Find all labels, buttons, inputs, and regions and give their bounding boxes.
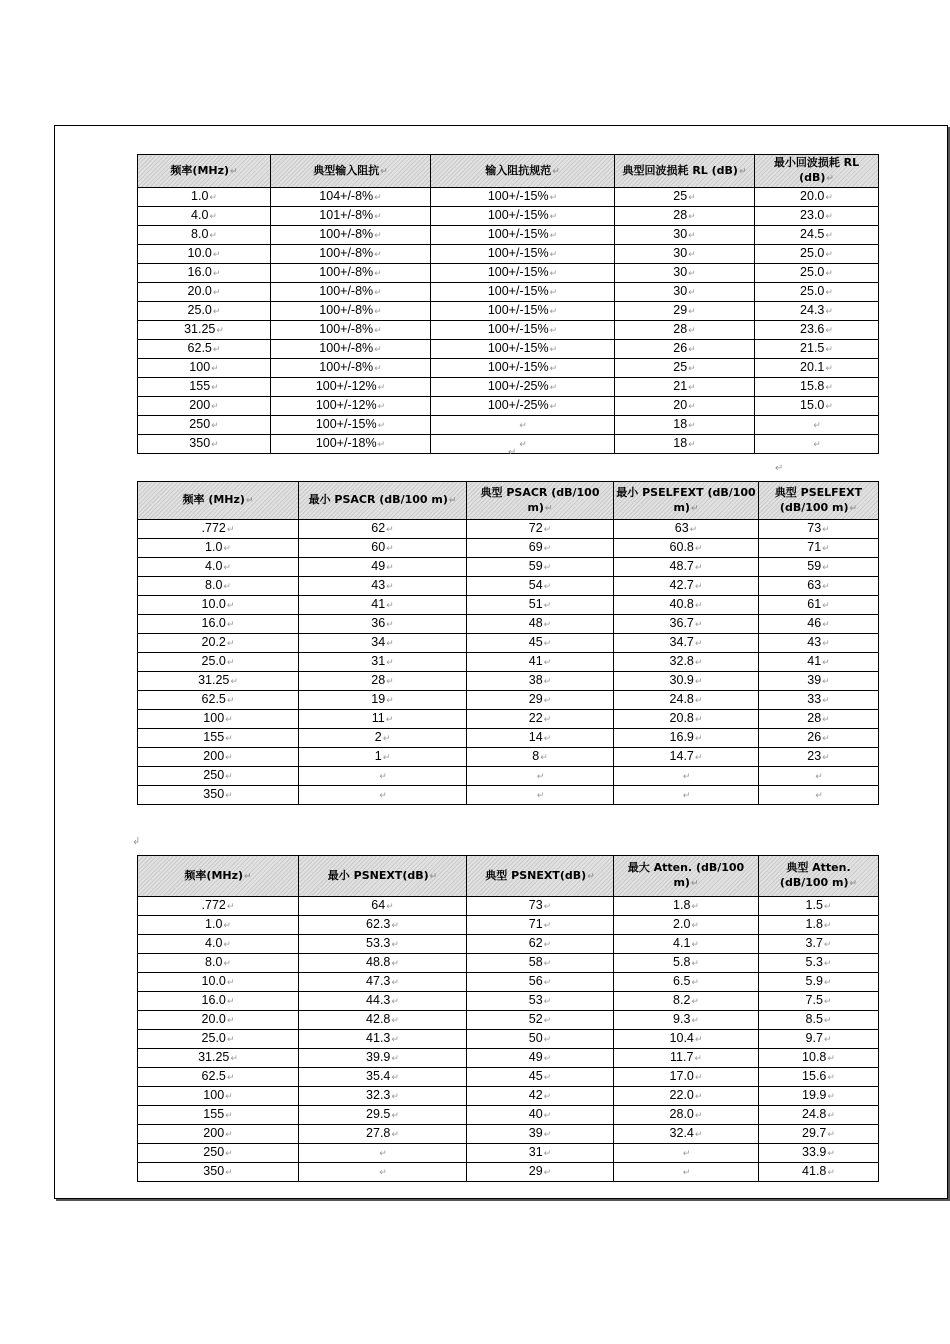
table-cell: 62.5↵ [138, 691, 299, 710]
table-cell: 11↵ [299, 710, 467, 729]
table-cell: 100+/-15%↵ [431, 188, 615, 207]
table-cell: 40.8↵ [614, 596, 759, 615]
table-cell: 41↵ [759, 653, 879, 672]
table-cell: 4.0↵ [138, 207, 271, 226]
table-cell: 28↵ [615, 321, 755, 340]
table-cell: 8.0↵ [138, 577, 299, 596]
table-cell: 42↵ [467, 1087, 614, 1106]
table-cell: 20.1↵ [755, 359, 879, 378]
table-cell: 20.0↵ [138, 1011, 299, 1030]
table-cell: 250↵ [138, 416, 271, 435]
table-cell: 53↵ [467, 992, 614, 1011]
table-cell: 35.4↵ [299, 1068, 467, 1087]
table-row [138, 897, 879, 916]
table-cell: 8.5↵ [759, 1011, 879, 1030]
table-cell: 25.0↵ [138, 302, 271, 321]
table-row [138, 359, 879, 378]
table-cell: 10.8↵ [759, 1049, 879, 1068]
table-cell: 30↵ [615, 226, 755, 245]
table-cell: 11.7↵ [614, 1049, 759, 1068]
table-row [138, 321, 879, 340]
column-header: 典型 PSACR (dB/100 m)↵ [467, 482, 614, 520]
table-cell: 60↵ [299, 539, 467, 558]
column-header: 典型输入阻抗↵ [271, 155, 431, 188]
header-row [138, 856, 879, 897]
table-cell: 20↵ [615, 397, 755, 416]
table-cell: 100+/-15%↵ [271, 416, 431, 435]
table-cell: 200↵ [138, 1125, 299, 1144]
table-cell: 31.25↵ [138, 1049, 299, 1068]
table-cell: 25.0↵ [755, 245, 879, 264]
table-cell: 69↵ [467, 539, 614, 558]
table-cell: 71↵ [759, 539, 879, 558]
table-cell: 15.0↵ [755, 397, 879, 416]
table-cell: 30↵ [615, 245, 755, 264]
table-cell: 2.0↵ [614, 916, 759, 935]
table-cell: 8.0↵ [138, 226, 271, 245]
table-cell: 59↵ [467, 558, 614, 577]
table-cell: 72↵ [467, 520, 614, 539]
column-header: 频率 (MHz)↵ [138, 482, 299, 520]
table-row [138, 302, 879, 321]
table-cell: 350↵ [138, 435, 271, 454]
table-cell: 73↵ [467, 897, 614, 916]
table-cell: 100↵ [138, 359, 271, 378]
table-cell: 42.8↵ [299, 1011, 467, 1030]
table-row [138, 1163, 879, 1182]
column-header: 典型 PSNEXT(dB)↵ [467, 856, 614, 897]
table-row [138, 935, 879, 954]
table-cell: ↵ [614, 786, 759, 805]
table-row [138, 916, 879, 935]
table-cell: 7.5↵ [759, 992, 879, 1011]
table-cell: 21↵ [615, 378, 755, 397]
table-cell: 36.7↵ [614, 615, 759, 634]
table-cell: ↵ [755, 435, 879, 454]
table-row [138, 207, 879, 226]
table-cell: 48↵ [467, 615, 614, 634]
table-cell: 18↵ [615, 435, 755, 454]
column-header: 典型 PSELFEXT (dB/100 m)↵ [759, 482, 879, 520]
table-cell: 64↵ [299, 897, 467, 916]
table-cell: 14↵ [467, 729, 614, 748]
table-cell: 155↵ [138, 378, 271, 397]
table-cell: 15.8↵ [755, 378, 879, 397]
table-cell: 17.0↵ [614, 1068, 759, 1087]
table-cell: 58↵ [467, 954, 614, 973]
table-cell: 1↵ [299, 748, 467, 767]
table-row [138, 596, 879, 615]
table-cell: 54↵ [467, 577, 614, 596]
table-row [138, 226, 879, 245]
table-cell: ↵ [467, 767, 614, 786]
table-cell: 32.3↵ [299, 1087, 467, 1106]
table-cell: 32.8↵ [614, 653, 759, 672]
table-cell: 100+/-15%↵ [431, 264, 615, 283]
table-cell: 16.9↵ [614, 729, 759, 748]
table-row [138, 653, 879, 672]
table-cell: 2↵ [299, 729, 467, 748]
table-cell: 100+/-8%↵ [271, 302, 431, 321]
table-cell: 29.5↵ [299, 1106, 467, 1125]
table-cell: 29.7↵ [759, 1125, 879, 1144]
table-cell: 30↵ [615, 283, 755, 302]
table-cell: 100+/-15%↵ [431, 321, 615, 340]
table-cell: 100+/-12%↵ [271, 397, 431, 416]
table-cell: 28↵ [615, 207, 755, 226]
table-cell: 23.6↵ [755, 321, 879, 340]
table-cell: 100+/-8%↵ [271, 226, 431, 245]
paragraph-mark: ↵ [508, 447, 517, 458]
table-cell: 59↵ [759, 558, 879, 577]
table-row [138, 1144, 879, 1163]
table-cell: 16.0↵ [138, 615, 299, 634]
table-cell: 1.8↵ [614, 897, 759, 916]
table-cell: 29↵ [615, 302, 755, 321]
impedance-return-loss-table [137, 154, 879, 454]
table-cell: 48.7↵ [614, 558, 759, 577]
table-cell: 24.8↵ [614, 691, 759, 710]
table-cell: 100+/-25%↵ [431, 378, 615, 397]
table-cell: 18↵ [615, 416, 755, 435]
table-cell: 51↵ [467, 596, 614, 615]
table-cell: 22↵ [467, 710, 614, 729]
table-cell: 47.3↵ [299, 973, 467, 992]
table-row [138, 1049, 879, 1068]
table-cell: 100+/-8%↵ [271, 359, 431, 378]
table-cell: 50↵ [467, 1030, 614, 1049]
section-mark: ↲ [132, 836, 141, 847]
table-cell: 101+/-8%↵ [271, 207, 431, 226]
table-cell: 350↵ [138, 1163, 299, 1182]
table-row [138, 748, 879, 767]
table-cell: 31.25↵ [138, 321, 271, 340]
table-cell: 8↵ [467, 748, 614, 767]
column-header: 最小回波损耗 RL (dB)↵ [755, 155, 879, 188]
table-cell: 250↵ [138, 767, 299, 786]
table-cell: 16.0↵ [138, 264, 271, 283]
table-cell: 9.3↵ [614, 1011, 759, 1030]
table-cell: 49↵ [299, 558, 467, 577]
table-cell: 250↵ [138, 1144, 299, 1163]
table-cell: 10.0↵ [138, 973, 299, 992]
table-row [138, 992, 879, 1011]
table-cell: 24.5↵ [755, 226, 879, 245]
table-cell: 9.7↵ [759, 1030, 879, 1049]
table-cell: 25.0↵ [755, 283, 879, 302]
table-row [138, 397, 879, 416]
table-row [138, 729, 879, 748]
table-cell: 71↵ [467, 916, 614, 935]
table-cell: 62.5↵ [138, 340, 271, 359]
table-cell: 14.7↵ [614, 748, 759, 767]
table-cell: ↵ [431, 435, 615, 454]
table-row [138, 577, 879, 596]
table-cell: 25.0↵ [138, 1030, 299, 1049]
table-cell: 30.9↵ [614, 672, 759, 691]
table-cell: 24.3↵ [755, 302, 879, 321]
table-cell: 100+/-15%↵ [431, 359, 615, 378]
table-row [138, 416, 879, 435]
table-cell: 56↵ [467, 973, 614, 992]
table-row [138, 767, 879, 786]
table-row [138, 1125, 879, 1144]
table-row [138, 188, 879, 207]
table-cell: 5.8↵ [614, 954, 759, 973]
table-row [138, 520, 879, 539]
table-cell: .772↵ [138, 897, 299, 916]
column-header: 最小 PSELFEXT (dB/100 m)↵ [614, 482, 759, 520]
table-cell: 100+/-15%↵ [431, 302, 615, 321]
table-cell: 73↵ [759, 520, 879, 539]
table-cell: 61↵ [759, 596, 879, 615]
table-cell: 20.8↵ [614, 710, 759, 729]
table-row [138, 634, 879, 653]
column-header: 最小 PSACR (dB/100 m)↵ [299, 482, 467, 520]
table-cell: 41.8↵ [759, 1163, 879, 1182]
table-cell: 100↵ [138, 1087, 299, 1106]
table-cell: ↵ [467, 786, 614, 805]
table-cell: 28↵ [759, 710, 879, 729]
table-cell: 100+/-15%↵ [431, 283, 615, 302]
table-cell: 52↵ [467, 1011, 614, 1030]
table-cell: 200↵ [138, 397, 271, 416]
table-cell: .772↵ [138, 520, 299, 539]
paragraph-mark: ↵ [775, 463, 784, 474]
table-row [138, 1106, 879, 1125]
table-cell: 24.8↵ [759, 1106, 879, 1125]
psnext-attenuation-table [137, 855, 879, 1182]
table-cell: 43↵ [759, 634, 879, 653]
table-cell: 60.8↵ [614, 539, 759, 558]
table-cell: ↵ [755, 416, 879, 435]
table-cell: 15.6↵ [759, 1068, 879, 1087]
table-cell: ↵ [614, 767, 759, 786]
header-row [138, 482, 879, 520]
table-cell: 1.8↵ [759, 916, 879, 935]
table-cell: 100+/-8%↵ [271, 321, 431, 340]
table-cell: 1.0↵ [138, 539, 299, 558]
table-cell: 26↵ [759, 729, 879, 748]
table-row [138, 1011, 879, 1030]
table-cell: 43↵ [299, 577, 467, 596]
table-row [138, 283, 879, 302]
table-cell: 19↵ [299, 691, 467, 710]
table-row [138, 378, 879, 397]
table-row [138, 710, 879, 729]
table-cell: 4.1↵ [614, 935, 759, 954]
table-cell: 100+/-15%↵ [431, 207, 615, 226]
table-cell: 39.9↵ [299, 1049, 467, 1068]
table-cell: 63↵ [759, 577, 879, 596]
column-header: 最大 Atten. (dB/100 m)↵ [614, 856, 759, 897]
table-cell: 33.9↵ [759, 1144, 879, 1163]
table-cell: 100+/-8%↵ [271, 264, 431, 283]
table-cell: 41.3↵ [299, 1030, 467, 1049]
table-cell: 23.0↵ [755, 207, 879, 226]
table-cell: 1.0↵ [138, 916, 299, 935]
table-cell: 30↵ [615, 264, 755, 283]
table-cell: 100+/-15%↵ [431, 340, 615, 359]
table-cell: ↵ [614, 1144, 759, 1163]
table-cell: 28.0↵ [614, 1106, 759, 1125]
table-cell: 100+/-25%↵ [431, 397, 615, 416]
table-row [138, 672, 879, 691]
column-header: 输入阻抗规范↵ [431, 155, 615, 188]
table-cell: 29↵ [467, 1163, 614, 1182]
table-cell: 104+/-8%↵ [271, 188, 431, 207]
table-cell: 155↵ [138, 1106, 299, 1125]
table-cell: 36↵ [299, 615, 467, 634]
table-row [138, 340, 879, 359]
table-cell: 10.0↵ [138, 596, 299, 615]
table-cell: 155↵ [138, 729, 299, 748]
table-cell: 62.3↵ [299, 916, 467, 935]
table-cell: 100+/-15%↵ [431, 245, 615, 264]
table-cell: 25↵ [615, 188, 755, 207]
table-row [138, 691, 879, 710]
table-row [138, 1030, 879, 1049]
table-cell: 41↵ [299, 596, 467, 615]
table-cell: 3.7↵ [759, 935, 879, 954]
table-cell: 4.0↵ [138, 558, 299, 577]
table-cell: 23↵ [759, 748, 879, 767]
column-header: 典型 Atten. (dB/100 m)↵ [759, 856, 879, 897]
column-header: 频率(MHz)↵ [138, 155, 271, 188]
table-cell: ↵ [759, 767, 879, 786]
table-cell: 39↵ [759, 672, 879, 691]
table-cell: 39↵ [467, 1125, 614, 1144]
table-cell: 46↵ [759, 615, 879, 634]
table-cell: 8.0↵ [138, 954, 299, 973]
table-cell: 100+/-8%↵ [271, 340, 431, 359]
table-cell: 1.0↵ [138, 188, 271, 207]
table-cell: 10.0↵ [138, 245, 271, 264]
column-header: 最小 PSNEXT(dB)↵ [299, 856, 467, 897]
table-cell: 1.5↵ [759, 897, 879, 916]
table-cell: 34.7↵ [614, 634, 759, 653]
table-row [138, 558, 879, 577]
table-row [138, 1087, 879, 1106]
table-cell: 10.4↵ [614, 1030, 759, 1049]
table-cell: 19.9↵ [759, 1087, 879, 1106]
table-cell: 200↵ [138, 748, 299, 767]
table-cell: 20.0↵ [138, 283, 271, 302]
table-cell: 25↵ [615, 359, 755, 378]
table-cell: 34↵ [299, 634, 467, 653]
table-cell: 6.5↵ [614, 973, 759, 992]
table-cell: 25.0↵ [138, 653, 299, 672]
table-cell: 45↵ [467, 1068, 614, 1087]
table-cell: 29↵ [467, 691, 614, 710]
table-cell: ↵ [759, 786, 879, 805]
table-cell: 44.3↵ [299, 992, 467, 1011]
table-row [138, 539, 879, 558]
table-cell: 38↵ [467, 672, 614, 691]
table-cell: 27.8↵ [299, 1125, 467, 1144]
table-cell: 41↵ [467, 653, 614, 672]
table-cell: 100+/-8%↵ [271, 245, 431, 264]
table-cell: 100↵ [138, 710, 299, 729]
table-row [138, 954, 879, 973]
table-cell: 53.3↵ [299, 935, 467, 954]
table-cell: 31.25↵ [138, 672, 299, 691]
header-row [138, 155, 879, 188]
table-cell: 25.0↵ [755, 264, 879, 283]
table-cell: ↵ [431, 416, 615, 435]
table-cell: 31↵ [299, 653, 467, 672]
table-cell: 63↵ [614, 520, 759, 539]
table-cell: 62.5↵ [138, 1068, 299, 1087]
table-cell: ↵ [299, 786, 467, 805]
table-cell: 49↵ [467, 1049, 614, 1068]
column-header: 频率(MHz)↵ [138, 856, 299, 897]
table-cell: 22.0↵ [614, 1087, 759, 1106]
table-cell: 20.2↵ [138, 634, 299, 653]
table-cell: 20.0↵ [755, 188, 879, 207]
table-cell: ↵ [299, 1163, 467, 1182]
table-cell: 42.7↵ [614, 577, 759, 596]
table-cell: 31↵ [467, 1144, 614, 1163]
table-row [138, 615, 879, 634]
table-cell: 4.0↵ [138, 935, 299, 954]
table-cell: 32.4↵ [614, 1125, 759, 1144]
table-cell: 350↵ [138, 786, 299, 805]
table-cell: 21.5↵ [755, 340, 879, 359]
table-cell: 62↵ [467, 935, 614, 954]
table-cell: ↵ [614, 1163, 759, 1182]
table-cell: ↵ [299, 1144, 467, 1163]
table-cell: 8.2↵ [614, 992, 759, 1011]
table-cell: 62↵ [299, 520, 467, 539]
table-cell: 33↵ [759, 691, 879, 710]
table-cell: 100+/-8%↵ [271, 283, 431, 302]
table-cell: 100+/-18%↵ [271, 435, 431, 454]
table-cell: 5.3↵ [759, 954, 879, 973]
table-row [138, 1068, 879, 1087]
psacr-pselfext-table [137, 481, 879, 805]
table-cell: 100+/-12%↵ [271, 378, 431, 397]
table-cell: 45↵ [467, 634, 614, 653]
table-row [138, 973, 879, 992]
table-cell: 48.8↵ [299, 954, 467, 973]
table-cell: ↵ [299, 767, 467, 786]
table-cell: 40↵ [467, 1106, 614, 1125]
table-cell: 5.9↵ [759, 973, 879, 992]
table-cell: 26↵ [615, 340, 755, 359]
column-header: 典型回波损耗 RL (dB)↵ [615, 155, 755, 188]
table-cell: 16.0↵ [138, 992, 299, 1011]
table-cell: 100+/-15%↵ [431, 226, 615, 245]
table-row [138, 786, 879, 805]
table-row [138, 245, 879, 264]
table-cell: 28↵ [299, 672, 467, 691]
table-row [138, 264, 879, 283]
